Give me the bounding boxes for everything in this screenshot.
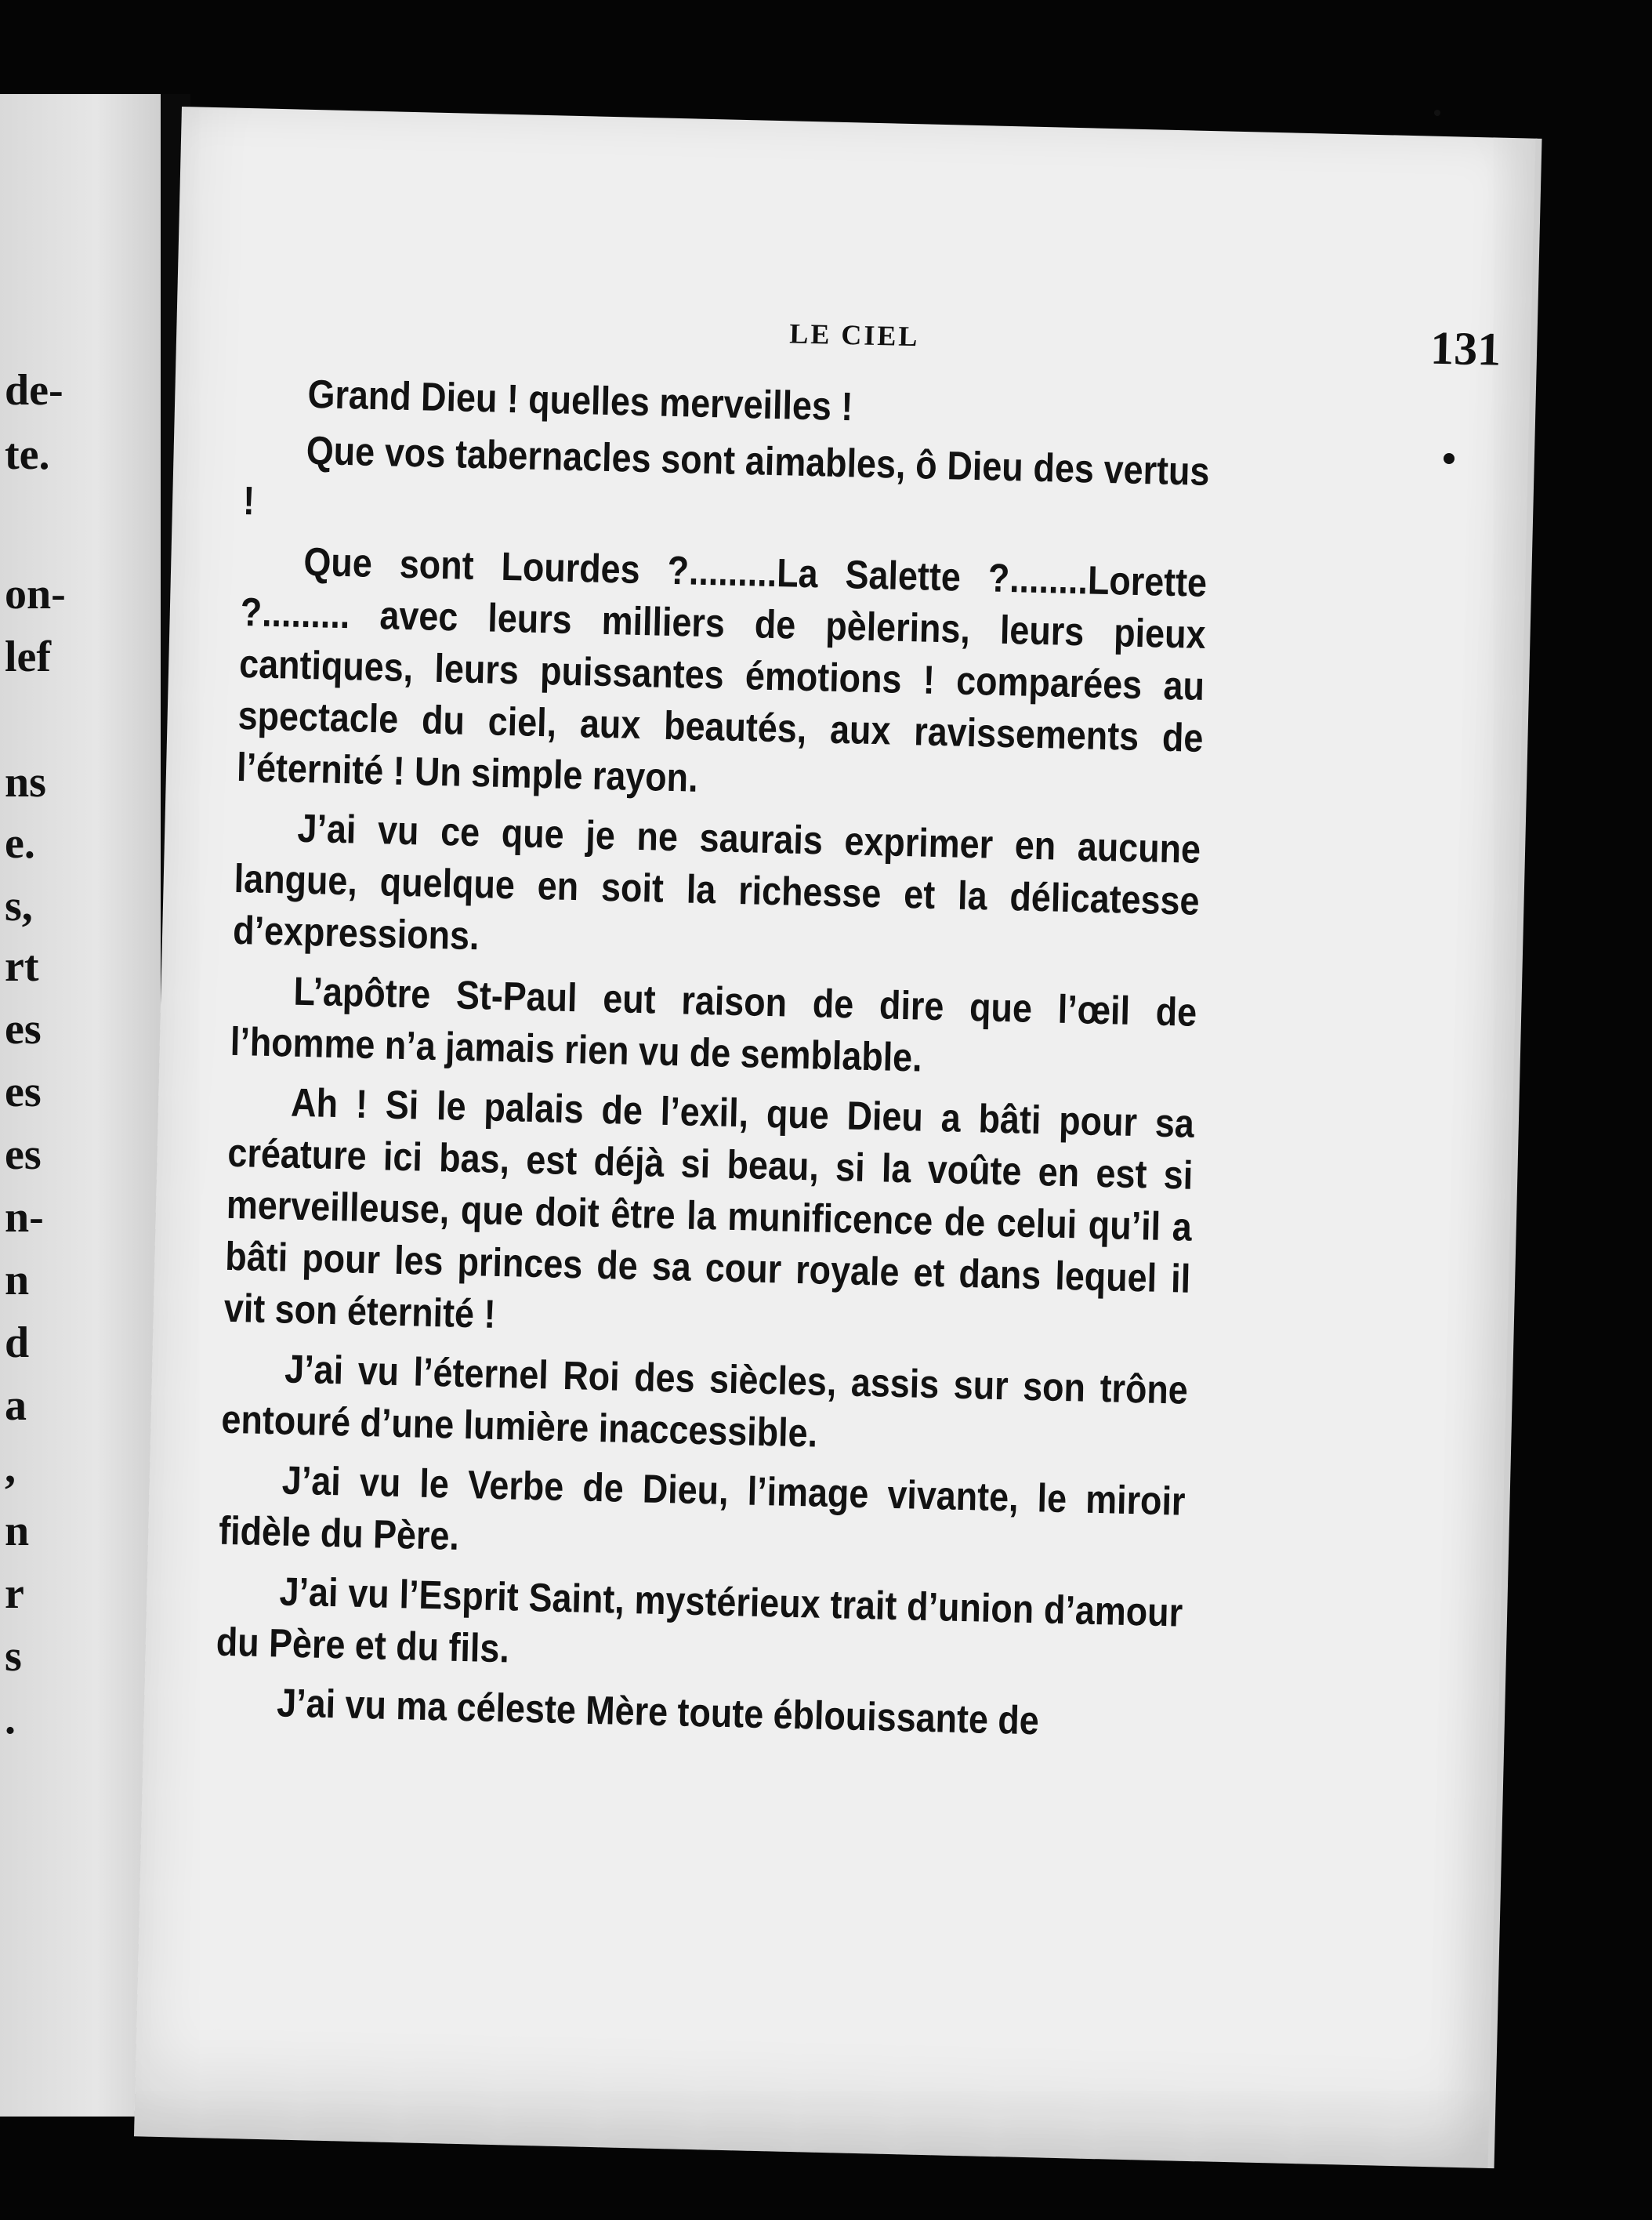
left-page-fragment: a	[5, 1381, 27, 1430]
left-page-fragment: .	[5, 1695, 16, 1743]
left-page-fragment: es	[5, 1005, 42, 1054]
left-page-fragment: on-	[5, 570, 66, 618]
paragraph: J’ai vu l’éternel Roi des siècles, assis sur son trône entouré d’une lumière inaccessible.	[220, 1346, 1189, 1456]
left-page-fragment: e.	[5, 819, 35, 868]
left-page-fragment: te.	[5, 430, 50, 479]
paragraph: Grand Dieu ! quelles merveilles !	[306, 371, 853, 430]
left-page-fragment: ,	[5, 1444, 16, 1493]
paragraph: Que vos tabernacles sont aimables, ô Dieu des vertus !	[242, 427, 1211, 524]
left-page-fragment: n	[5, 1256, 30, 1304]
left-page-fragment: rt	[5, 942, 39, 991]
left-page-fragment: s	[5, 1632, 22, 1681]
paragraph: J’ai vu le Verbe de Dieu, l’image vivante, le miroir fidèle du Père.	[218, 1457, 1186, 1558]
left-page-fragment: ns	[5, 758, 46, 807]
running-head: LE CIEL	[788, 317, 920, 353]
left-page-fragment: r	[5, 1569, 24, 1618]
paragraph: J’ai vu ce que je ne saurais exprimer en aucune langue, quelque en soit la richesse et la délicatesse d’expressions.	[232, 805, 1201, 959]
paragraph: J’ai vu ma céleste Mère toute éblouissante de	[276, 1680, 1040, 1743]
ink-speck	[1434, 110, 1440, 116]
paragraph: J’ai vu l’Esprit Saint, mystérieux trait d’union d’amour du Père et du fils.	[216, 1569, 1183, 1671]
book-page	[134, 107, 1538, 2168]
left-page-fragment: es	[5, 1130, 42, 1179]
left-page-fragment: lef	[5, 633, 52, 681]
page-number: 131	[1429, 321, 1502, 375]
page-body	[214, 367, 1212, 1758]
paragraph: L’apôtre St-Paul eut raison de dire que l’œil de l’homme n’a jamais rien vu de semblable.	[230, 968, 1197, 1080]
previous-page-fragment	[0, 94, 161, 2117]
page-edge	[1488, 139, 1542, 2168]
left-page-fragment: s,	[5, 882, 33, 930]
left-page-fragment: d	[5, 1319, 30, 1367]
paragraph: Que sont Lourdes ?.........La Salette ?........Lorette ?......... avec leurs milliers de pèlerins, leurs pieux cantiques, leurs puissantes émotions ! comparées au spectacle du ciel, aux beautés, aux ravissements de l’éternité ! Un simple rayon.	[236, 539, 1208, 800]
left-page-fragment: es	[5, 1068, 42, 1116]
ink-speck	[1444, 453, 1455, 464]
paragraph: Ah ! Si le palais de l’exil, que Dieu a bâti pour sa créature ici bas, est déjà si beau, si la voûte en est si merveilleuse, que doit être la munificence de celui qu’il a bâti pour les princes de sa cour royale et dans lequel il vit son éternité !	[223, 1079, 1195, 1337]
left-page-fragment: n-	[5, 1193, 44, 1242]
left-page-fragment: n	[5, 1507, 30, 1555]
left-page-fragment: de-	[5, 366, 63, 415]
